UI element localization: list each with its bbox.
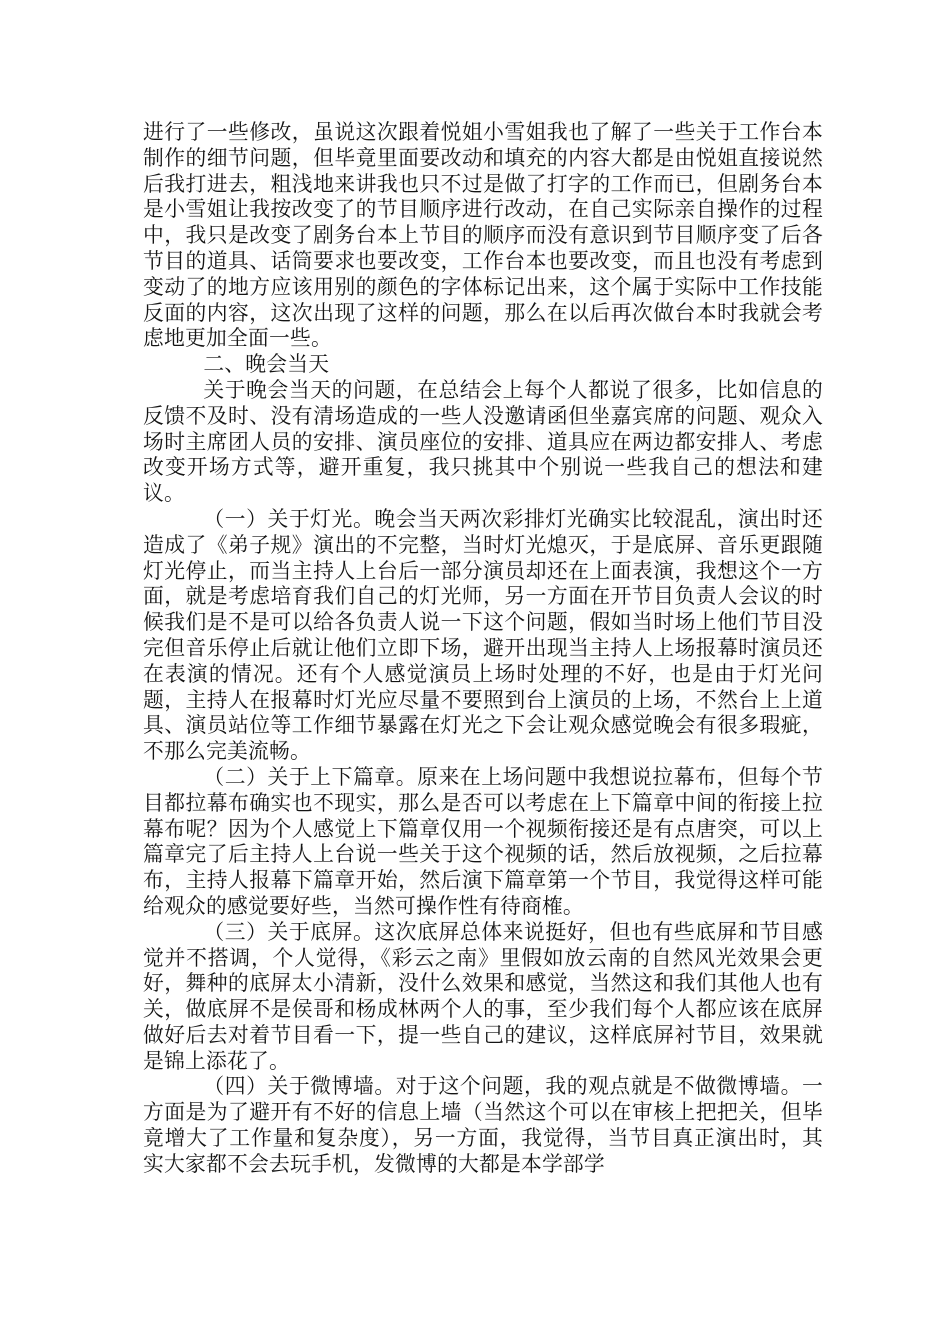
body-paragraph-weibo-wall: （四）关于微博墙。对于这个问题，我的观点就是不做微博墙。一方面是为了避开有不好的信息上墙（当然这个可以在审核上把把关，但毕竟增大了工作量和复杂度），另一方面，我觉得，当节目真正演出时，其实大家都不会去玩手机，发微博的大都是本学部学 (143, 1074, 823, 1176)
body-paragraph-chapters: （二）关于上下篇章。原来在上场问题中我想说拉幕布，但每个节目都拉幕布确实也不现实，那么是否可以考虑在上下篇章中间的衔接上拉幕布呢？因为个人感觉上下篇章仅用一个视频衔接还是有点唐突，可以上篇章完了后主持人上台说一些关于这个视频的话，然后放视频，之后拉幕布，主持人报幕下篇章开始，然后演下篇章第一个节目，我觉得这样可能给观众的感觉要好些，当然可操作性有待商榷。 (143, 764, 823, 918)
body-paragraph-intro: 关于晚会当天的问题，在总结会上每个人都说了很多，比如信息的反馈不及时、没有清场造成的一些人没邀请函但坐嘉宾席的问题、观众入场时主席团人员的安排、演员座位的安排、道具应在两边都安排人、考虑改变开场方式等，避开重复，我只挑其中个别说一些我自己的想法和建议。 (143, 377, 823, 506)
body-paragraph-lighting: （一）关于灯光。晚会当天两次彩排灯光确实比较混乱，演出时还造成了《弟子规》演出的不完整，当时灯光熄灭，于是底屏、音乐更跟随灯光停止，而当主持人上台后一部分演员却还在上面表演，我想这个一方面，就是考虑培育我们自己的灯光师，另一方面在开节目负责人会议的时候我们是不是可以给各负责人说一下这个问题，假如当时场上他们节目没完但音乐停止后就让他们立即下场，避开出现当主持人上场报幕时演员还在表演的情况。还有个人感觉演员上场时处理的不好，也是由于灯光问题，主持人在报幕时灯光应尽量不要照到台上演员的上场，不然台上上道具、演员站位等工作细节暴露在灯光之下会让观众感觉晚会有很多瑕疵，不那么完美流畅。 (143, 506, 823, 764)
body-paragraph-continued: 进行了一些修改，虽说这次跟着悦姐小雪姐我也了解了一些关于工作台本制作的细节问题，但毕竟里面要改动和填充的内容大都是由悦姐直接说然后我打进去，粗浅地来讲我也只不过是做了打字的工作而已，但剧务台本是小雪姐让我按改变了的节目顺序进行改动，在自己实际亲自操作的过程中，我只是改变了剧务台本上节目的顺序而没有意识到节目顺序变了后各节目的道具、话筒要求也要改变，工作台本也要改变，而且也没有考虑到变动了的地方应该用别的颜色的字体标记出来，这个属于实际中工作技能反面的内容，这次出现了这样的问题，那么在以后再次做台本时我就会考虑地更加全面一些。 (143, 120, 823, 351)
body-paragraph-background-screen: （三）关于底屏。这次底屏总体来说挺好，但也有些底屏和节目感觉并不搭调，个人觉得，《彩云之南》里假如放云南的自然风光效果会更好，舞种的底屏太小清新，没什么效果和感觉，当然这和我们其他人也有关，做底屏不是侯哥和杨成林两个人的事，至少我们每个人都应该在底屏做好后去对着节目看一下，提一些自己的建议，这样底屏衬节目，效果就是锦上添花了。 (143, 919, 823, 1073)
section-heading-evening-day: 二、晚会当天 (203, 352, 330, 377)
document-page (143, 120, 823, 1178)
